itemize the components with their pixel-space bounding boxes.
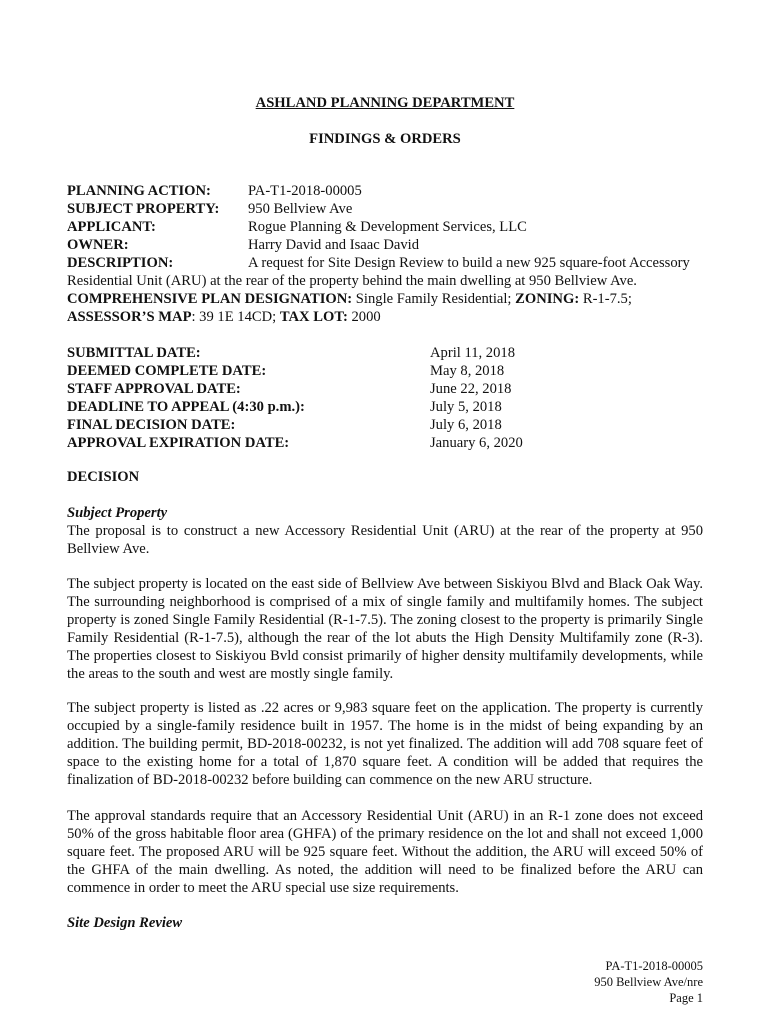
tax-lot-label: TAX LOT: [279,309,348,325]
document-title: FINDINGS & ORDERS [309,131,461,147]
body-paragraph: The subject property is listed as .22 acres or 9,983 square feet on the application. The property is currently occupied by a single-family residence built in 1957. The home is in the midst of being expanding by an addition. The building permit, BD-2018-00232, is not yet finalized. The addition will add 708 square feet of space to the existing home for a total of 1,870 square feet. A condition will be added that requires the finalization of BD-2018-00232 before building can commence on the new ARU structure. [67,700,703,788]
dates-block [67,344,703,452]
date-value: July 6, 2018 [430,417,502,433]
body-paragraph: The proposal is to construct a new Accessory Residential Unit (ARU) at the rear of the property at 950 Bellview Ave. [67,523,703,557]
comp-plan-label: COMPREHENSIVE PLAN DESIGNATION: [67,291,353,307]
date-label: APPROVAL EXPIRATION DATE: [67,435,290,451]
owner-row [67,236,703,254]
date-row [67,398,703,416]
planning-action-label: PLANNING ACTION: [67,183,211,199]
zoning-value: R-1-7.5; [579,291,632,307]
comp-plan-value: Single Family Residential; [352,291,516,307]
owner-label: OWNER: [67,237,129,253]
date-value: June 22, 2018 [430,381,512,397]
assessor-map-value: : 39 1E 14CD; [191,309,280,325]
decision-heading: DECISION [67,469,140,485]
date-label: DEEMED COMPLETE DATE: [67,363,267,379]
date-label: SUBMITTAL DATE: [67,345,201,361]
page-footer [594,958,703,1006]
date-label: DEADLINE TO APPEAL (4:30 p.m.): [67,399,305,415]
date-label: STAFF APPROVAL DATE: [67,381,241,397]
subject-property-row [67,200,703,218]
site-design-heading: Site Design Review [67,915,183,931]
planning-action-value: PA-T1-2018-00005 [248,183,362,199]
date-value: July 5, 2018 [430,399,502,415]
applicant-label: APPLICANT: [67,219,156,235]
department-heading: ASHLAND PLANNING DEPARTMENT [255,95,515,111]
date-label: FINAL DECISION DATE: [67,417,236,433]
body-paragraph: The subject property is located on the east side of Bellview Ave between Siskiyou Blvd and Black Oak Way. The surrounding neighborhood is comprised of a mix of single family and multifamily homes. The subject property is zoned Single Family Residential (R-1-7.5). The zoning closest to the property is primarily Single Family Residential (R-1-7.5), although the rear of the lot abuts the High Density Multifamily zone (R-3). The properties closest to Siskiyou Bvld consist primarily of higher density multifamily developments, while the areas to the south and west are mostly single family. [67,576,703,682]
subject-property-heading: Subject Property [67,505,168,521]
tax-lot-value: 2000 [347,309,381,325]
body-paragraph: The approval standards require that an Accessory Residential Unit (ARU) in an R-1 zone does not exceed 50% of the gross habitable floor area (GHFA) of the primary residence on the lot and shall not exceed 1,000 square feet. The proposed ARU will be 925 square feet. Without the addition, the ARU will exceed 50% of the GHFA of the main dwelling. As noted, the addition will need to be finalized before the ARU can commence in order to meet the ARU special use size requirements. [67,808,703,896]
date-value: May 8, 2018 [430,363,505,379]
assessor-row [67,308,703,326]
date-value: January 6, 2020 [430,435,523,451]
description-continuation: Residential Unit (ARU) at the rear of the property behind the main dwelling at 950 Bellview Ave. [67,273,637,289]
date-value: April 11, 2018 [430,345,515,361]
date-row [67,362,703,380]
footer-address: 950 Bellview Ave/nre [594,975,703,989]
description-row [67,254,703,272]
footer-case-number: PA-T1-2018-00005 [605,959,703,973]
description-value: A request for Site Design Review to build a new 925 square-foot Accessory [248,255,690,271]
description-label: DESCRIPTION: [67,255,174,271]
comp-plan-row [67,290,703,308]
assessor-map-label: ASSESSOR’S MAP [67,309,192,325]
applicant-value: Rogue Planning & Development Services, LLC [248,219,527,235]
case-info-block [67,182,703,326]
subject-property-label: SUBJECT PROPERTY: [67,201,220,217]
subject-property-value: 950 Bellview Ave [248,201,353,217]
applicant-row [67,218,703,236]
date-row [67,344,703,362]
date-row [67,380,703,398]
date-row [67,434,703,452]
owner-value: Harry David and Isaac David [248,237,419,253]
page-number: Page 1 [669,991,703,1005]
date-row [67,416,703,434]
zoning-label: ZONING: [515,291,580,307]
planning-action-row [67,182,703,200]
